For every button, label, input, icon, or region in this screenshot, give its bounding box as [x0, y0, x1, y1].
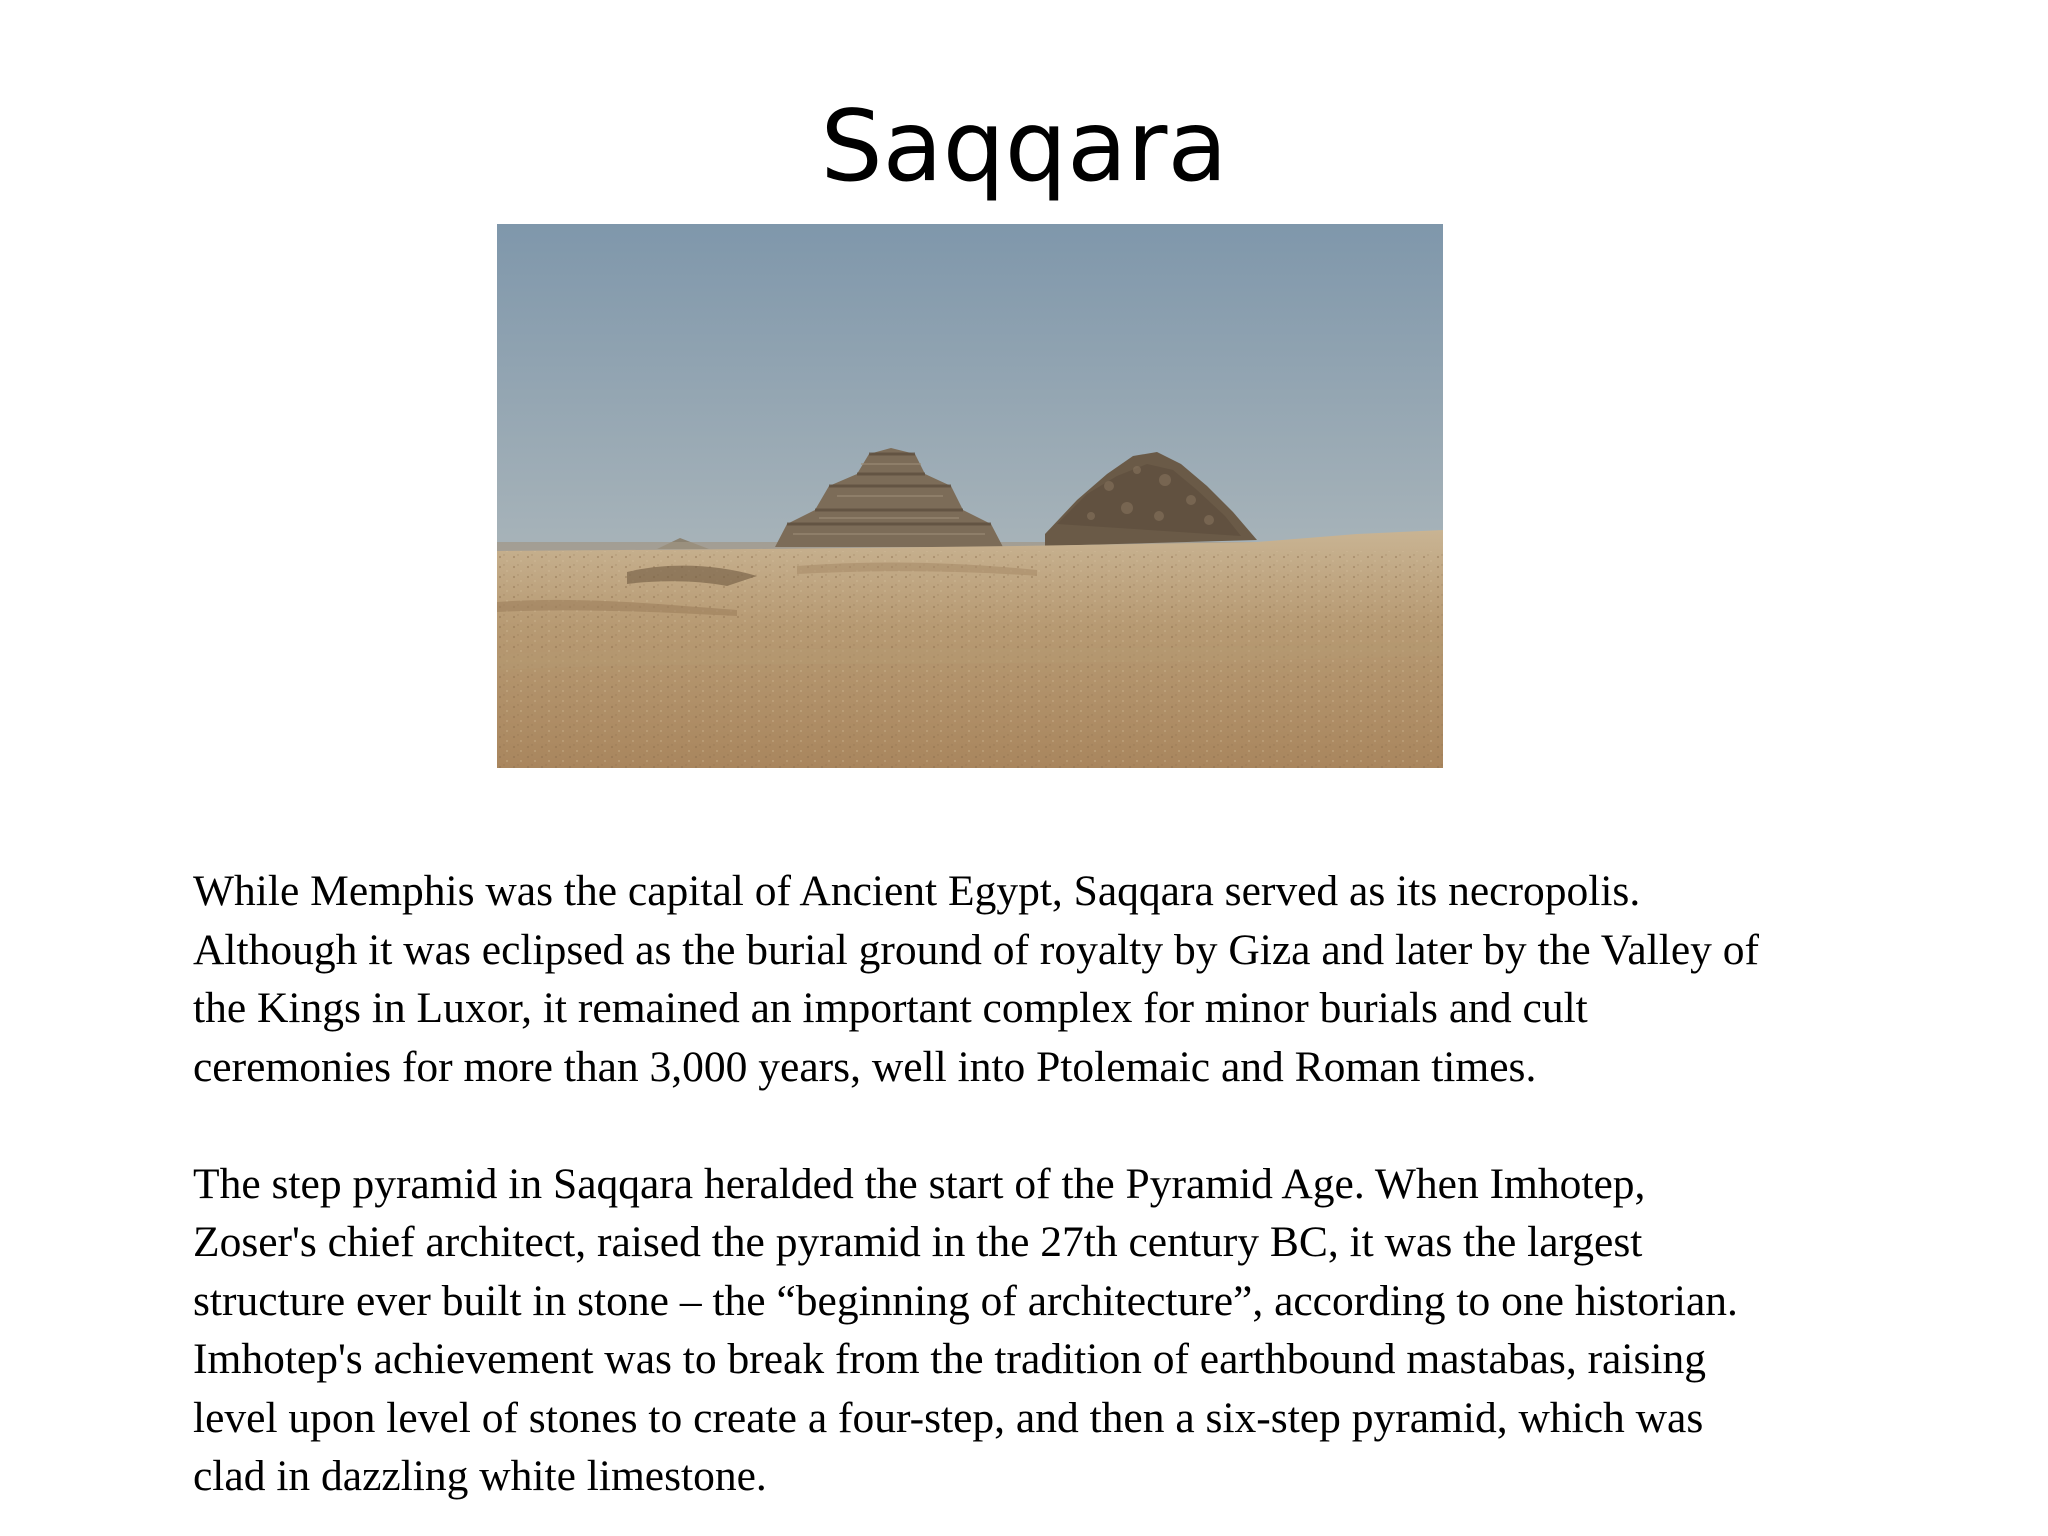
- text-line: level upon level of stones to create a four-step, and then a six-step pyramid, which was: [193, 1393, 1704, 1442]
- text-line: clad in dazzling white limestone.: [193, 1452, 767, 1500]
- paragraph-step-pyramid: [193, 1155, 1993, 1506]
- body-text: [193, 862, 1993, 1506]
- text-line: ceremonies for more than 3,000 years, well into Ptolemaic and Roman times.: [193, 1042, 1537, 1091]
- text-line: structure ever built in stone – the “beginning of architecture”, according to one historian.: [193, 1276, 1738, 1325]
- text-line: While Memphis was the capital of Ancient Egypt, Saqqara served as its necropolis.: [193, 867, 1641, 915]
- text-line: the Kings in Luxor, it remained an important complex for minor burials and cult: [193, 984, 1588, 1032]
- text-line: Although it was eclipsed as the burial ground of royalty by Giza and later by the Valley of: [193, 925, 1759, 974]
- saqqara-pyramid-photo: [497, 224, 1443, 768]
- text-line: Zoser's chief architect, raised the pyramid in the 27th century BC, it was the largest: [193, 1218, 1643, 1266]
- slide-title: Saqqara: [820, 90, 1228, 204]
- text-line: The step pyramid in Saqqara heralded the start of the Pyramid Age. When Imhotep,: [193, 1159, 1646, 1208]
- text-line: Imhotep's achievement was to break from the tradition of earthbound mastabas, raising: [193, 1335, 1706, 1383]
- paragraph-necropolis: [193, 862, 1993, 1096]
